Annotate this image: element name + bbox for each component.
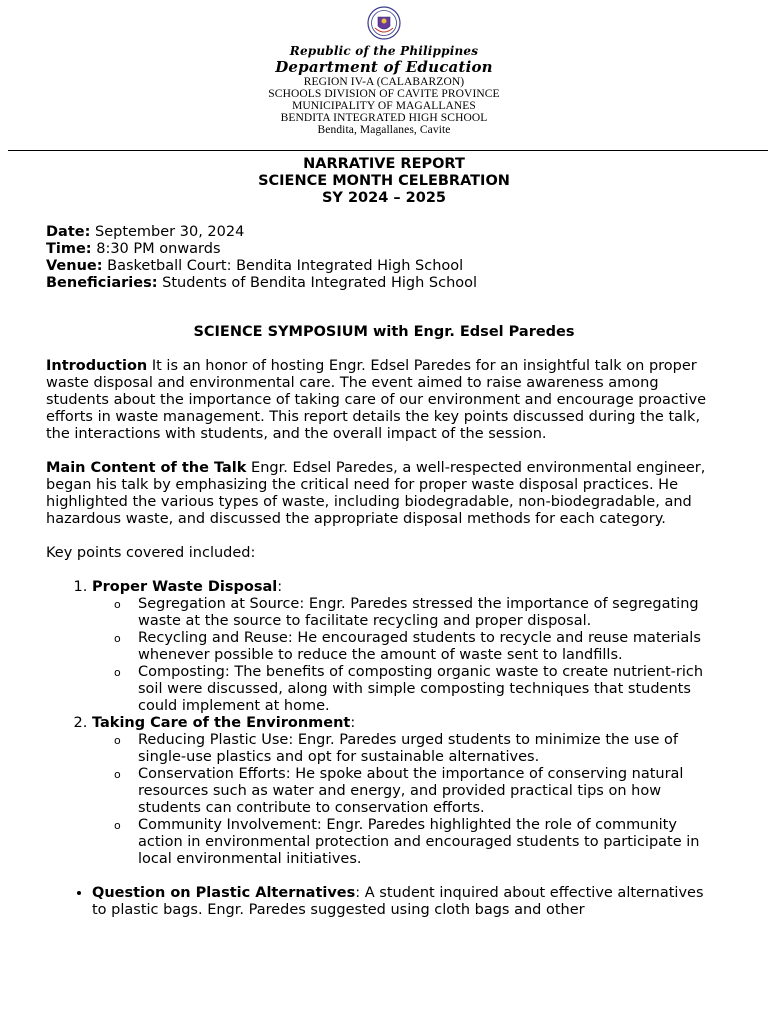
question-item xyxy=(92,885,722,919)
date-value: September 30, 2024 xyxy=(90,224,245,240)
intro-label: Introduction xyxy=(46,358,148,374)
sub-item xyxy=(92,664,722,715)
key-point-colon: : xyxy=(350,715,356,731)
report-body xyxy=(46,224,722,919)
report-title xyxy=(0,156,768,207)
letterhead xyxy=(0,0,768,136)
department-line: Department of Education xyxy=(275,58,493,76)
venue-label: Venue: xyxy=(46,258,103,274)
sub-item xyxy=(92,766,722,817)
main-content-label: Main Content of the Talk xyxy=(46,460,247,476)
sub-item xyxy=(92,732,722,766)
beneficiaries-label: Beneficiaries: xyxy=(46,275,158,291)
sub-item-text: Community Involvement: Engr. Paredes highlighted the role of community action in environmental protection and encouraged students to participate in local environmental initiatives. xyxy=(138,817,700,867)
question-label: Question on Plastic Alternatives xyxy=(92,885,356,901)
address-line: Bendita, Magallanes, Cavite xyxy=(317,124,451,136)
sub-item xyxy=(92,817,722,868)
intro-text: It is an honor of hosting Engr. Edsel Paredes for an insightful talk on proper waste disposal and environmental care. The event aimed to raise awareness among students about the importance of taking care of our environment and encourage proactive efforts in waste management. This report details the key points discussed during the talk, the interactions with students, and the overall impact of the session. xyxy=(46,358,707,442)
time-line xyxy=(46,241,722,258)
circle-bullet-icon: o xyxy=(114,632,121,645)
circle-bullet-icon: o xyxy=(114,598,121,611)
circle-bullet-icon: o xyxy=(114,666,121,679)
sub-item-text: Segregation at Source: Engr. Paredes stressed the importance of segregating waste at the source to facilitate recycling and proper disposal. xyxy=(138,596,699,629)
key-point-heading: Proper Waste Disposal xyxy=(92,579,278,595)
sub-item-text: Conservation Efforts: He spoke about the importance of conserving natural resources such as water and energy, and provided practical tips on how students can contribute to conservation efforts. xyxy=(138,766,684,816)
questions-list xyxy=(46,885,722,919)
sub-item-text: Recycling and Reuse: He encouraged students to recycle and reuse materials whenever possible to reduce the amount of waste sent to landfills. xyxy=(138,630,701,663)
sub-item xyxy=(92,596,722,630)
section-title: SCIENCE SYMPOSIUM with Engr. Edsel Paredes xyxy=(193,324,575,340)
sub-item-text: Reducing Plastic Use: Engr. Paredes urged students to minimize the use of single-use plastics and opt for sustainable alternatives. xyxy=(138,732,678,765)
main-content-paragraph xyxy=(46,460,722,528)
key-point xyxy=(92,579,722,715)
time-value: 8:30 PM onwards xyxy=(91,241,221,257)
key-point-colon: : xyxy=(277,579,283,595)
beneficiaries-value: Students of Bendita Integrated High School xyxy=(157,275,478,291)
address-line: MUNICIPALITY OF MAGALLANES xyxy=(292,100,476,112)
address-line: REGION IV-A (CALABARZON) xyxy=(303,76,465,88)
address-line: BENDITA INTEGRATED HIGH SCHOOL xyxy=(280,112,488,124)
circle-bullet-icon: o xyxy=(114,768,121,781)
key-point xyxy=(92,715,722,868)
intro-paragraph xyxy=(46,358,722,443)
sub-item xyxy=(92,630,722,664)
title-line-3: SY 2024 – 2025 xyxy=(321,190,447,206)
venue-line xyxy=(46,258,722,275)
key-point-heading: Taking Care of the Environment xyxy=(92,715,351,731)
time-label: Time: xyxy=(46,241,92,257)
date-line xyxy=(46,224,722,241)
title-line-1: NARRATIVE REPORT xyxy=(303,156,465,172)
venue-value: Basketball Court: Bendita Integrated High School xyxy=(102,258,464,274)
main-content-text: Engr. Edsel Paredes, a well-respected environmental engineer, began his talk by emphasizing the critical need for proper waste disposal practices. He highlighted the various types of waste, including biodegradable, non-biodegradable, and hazardous waste, and discussed the appropriate disposal methods for each category. xyxy=(46,460,706,527)
circle-bullet-icon: o xyxy=(114,734,121,747)
sub-item-text: Composting: The benefits of composting organic waste to create nutrient-rich soil were discussed, along with simple composting techniques that students could implement at home. xyxy=(138,664,704,714)
key-points-list xyxy=(46,579,722,868)
title-line-2: SCIENCE MONTH CELEBRATION xyxy=(258,173,510,189)
circle-bullet-icon: o xyxy=(114,819,121,832)
deped-seal-icon xyxy=(367,6,401,40)
sub-list xyxy=(92,596,722,715)
address-line: SCHOOLS DIVISION OF CAVITE PROVINCE xyxy=(268,88,500,100)
key-points-intro: Key points covered included: xyxy=(46,545,256,561)
sub-list xyxy=(92,732,722,868)
header-divider xyxy=(8,150,768,151)
question-text: : A student inquired about effective alternatives to plastic bags. Engr. Paredes suggested using cloth bags and other xyxy=(92,885,704,918)
beneficiaries-line xyxy=(46,275,722,292)
date-label: Date: xyxy=(46,224,91,240)
republic-line: Republic of the Philippines xyxy=(289,44,479,58)
